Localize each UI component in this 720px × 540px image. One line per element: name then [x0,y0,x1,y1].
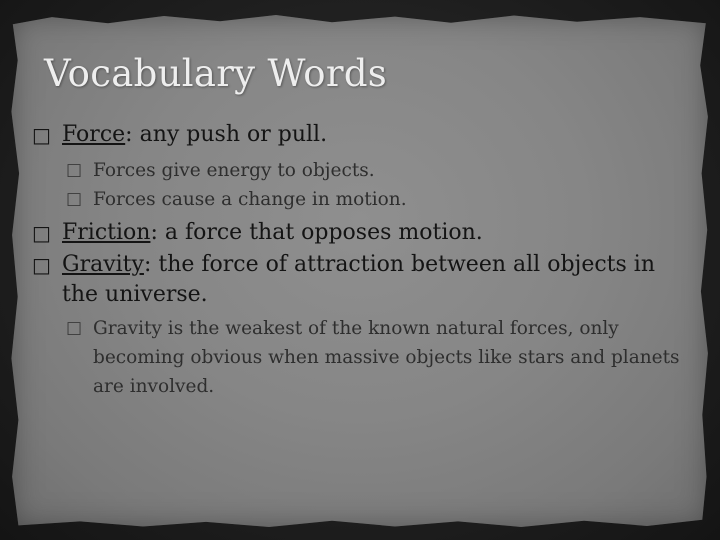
square-bullet-icon: □ [32,253,51,277]
square-bullet-icon: □ [66,318,83,338]
sub-bullet-item [32,314,682,401]
square-bullet-icon: □ [66,160,83,180]
term-gravity: Gravity [62,252,144,277]
term-friction: Friction [62,220,151,245]
sub-bullet-item [32,185,682,214]
sub-bullet-text: Gravity is the weakest of the known natural forces, only becoming obvious when massive objects like stars and planets are involved. [93,318,680,397]
term-force: Force [62,122,126,147]
bullet-item-force [32,120,682,150]
sub-bullet-text: Forces cause a change in motion. [93,189,407,210]
slide-title: Vocabulary Words [44,52,388,95]
square-bullet-icon: □ [66,189,83,209]
definition-friction: : a force that opposes motion. [150,220,483,245]
definition-force: : any push or pull. [125,122,328,147]
slide-body [32,120,682,401]
bullet-item-friction [32,218,682,248]
square-bullet-icon: □ [32,123,51,147]
sub-bullet-text: Forces give energy to objects. [93,160,375,181]
square-bullet-icon: □ [32,221,51,245]
bullet-item-gravity [32,250,682,310]
definition-gravity: : the force of attraction between all objects in the universe. [62,252,656,307]
sub-bullet-item [32,156,682,185]
